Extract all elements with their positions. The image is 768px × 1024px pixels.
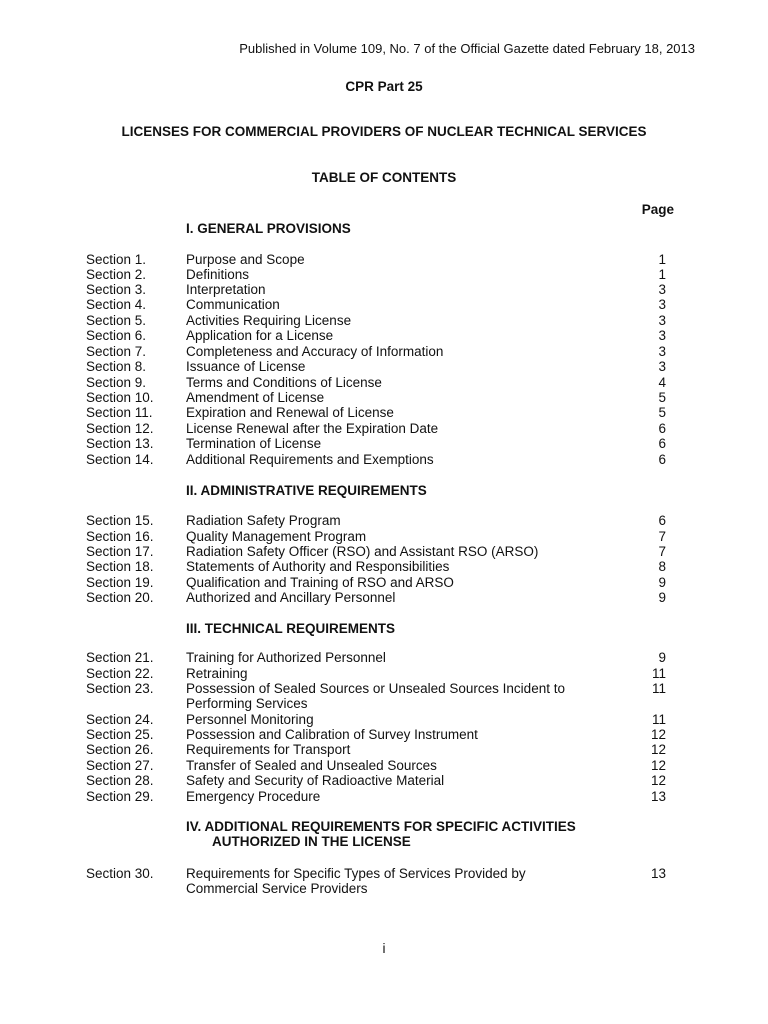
section-page: 12: [650, 773, 666, 788]
page-column-label: Page: [641, 202, 674, 217]
part-heading: II. ADMINISTRATIVE REQUIREMENTS: [186, 483, 427, 498]
toc-entry: [86, 666, 666, 682]
section-title: Terms and Conditions of License: [186, 375, 382, 390]
section-number: Section 19.: [86, 575, 154, 590]
section-page: 3: [658, 313, 666, 328]
toc-entry: [86, 267, 666, 283]
toc-entry: [86, 405, 666, 421]
toc-entry: [86, 742, 666, 758]
part-heading-line-2: AUTHORIZED IN THE LICENSE: [212, 834, 411, 850]
section-title: Activities Requiring License: [186, 313, 352, 328]
section-title: Possession of Sealed Sources or Unsealed Sources Incident to Performing Services: [186, 681, 565, 712]
section-number: Section 20.: [86, 590, 154, 605]
section-title: License Renewal after the Expiration Date: [186, 421, 439, 436]
section-title: Safety and Security of Radioactive Material: [186, 773, 445, 788]
section-page: 3: [658, 297, 666, 312]
section-page: 6: [658, 513, 666, 528]
part-heading: III. TECHNICAL REQUIREMENTS: [186, 621, 396, 636]
toc-entry: [86, 789, 666, 805]
section-title: Requirements for Specific Types of Services Provided by Commercial Service Providers: [186, 866, 526, 897]
toc-entry: [86, 590, 666, 606]
toc-entry: [86, 452, 666, 468]
section-title: Emergency Procedure: [186, 789, 321, 804]
section-page: 3: [658, 282, 666, 297]
toc-entry: [86, 866, 666, 898]
section-number: Section 15.: [86, 513, 154, 528]
section-number: Section 7.: [86, 344, 147, 359]
section-page: 11: [651, 712, 666, 727]
section-number: Section 12.: [86, 421, 154, 436]
part-label: CPR Part 25: [345, 79, 423, 94]
toc-entry: [86, 344, 666, 360]
toc-entry: [86, 297, 666, 313]
toc-entry: [86, 758, 666, 774]
section-page: 11: [651, 666, 666, 681]
section-page: 6: [658, 421, 666, 436]
section-page: 9: [658, 650, 666, 665]
section-page: 8: [658, 559, 666, 574]
section-number: Section 22.: [86, 666, 154, 681]
part-heading: I. GENERAL PROVISIONS: [186, 221, 351, 236]
section-page: 13: [650, 866, 666, 881]
section-number: Section 26.: [86, 742, 154, 757]
section-number: Section 13.: [86, 436, 154, 451]
section-title: Authorized and Ancillary Personnel: [186, 590, 396, 605]
section-page: 13: [650, 789, 666, 804]
section-title: Personnel Monitoring: [186, 712, 314, 727]
toc-entry: [86, 513, 666, 529]
section-title: Possession and Calibration of Survey Instrument: [186, 727, 478, 742]
document-title: LICENSES FOR COMMERCIAL PROVIDERS OF NUCLEAR TECHNICAL SERVICES: [121, 124, 647, 139]
section-title: Additional Requirements and Exemptions: [186, 452, 434, 467]
toc-entry: [86, 712, 666, 728]
toc-entry: [86, 313, 666, 329]
section-title: Issuance of License: [186, 359, 306, 374]
part-heading: [186, 819, 576, 850]
section-number: Section 8.: [86, 359, 147, 374]
section-number: Section 27.: [86, 758, 154, 773]
toc-entry: [86, 436, 666, 452]
section-title: Interpretation: [186, 282, 266, 297]
section-title: Purpose and Scope: [186, 252, 305, 267]
section-page: 9: [658, 575, 666, 590]
toc-entry: [86, 421, 666, 437]
toc-entry: [86, 282, 666, 298]
section-title: Transfer of Sealed and Unsealed Sources: [186, 758, 437, 773]
section-number: Section 30.: [86, 866, 154, 881]
section-number: Section 29.: [86, 789, 154, 804]
toc-entry: [86, 559, 666, 575]
section-page: 9: [658, 590, 666, 605]
section-page: 3: [658, 344, 666, 359]
section-page: 7: [658, 529, 666, 544]
part-heading-line-1: IV. ADDITIONAL REQUIREMENTS FOR SPECIFIC ACTIVITIES: [186, 819, 576, 834]
section-page: 3: [658, 328, 666, 343]
section-page: 12: [650, 758, 666, 773]
toc-entry: [86, 773, 666, 789]
section-number: Section 18.: [86, 559, 154, 574]
toc-entry: [86, 390, 666, 406]
section-page: 4: [658, 375, 666, 390]
section-number: Section 2.: [86, 267, 147, 282]
section-number: Section 11.: [86, 405, 153, 420]
section-title: Qualification and Training of RSO and ARSO: [186, 575, 454, 590]
section-title: Quality Management Program: [186, 529, 367, 544]
section-number: Section 14.: [86, 452, 154, 467]
toc-entry: [86, 575, 666, 591]
section-number: Section 23.: [86, 681, 154, 696]
section-title: Radiation Safety Officer (RSO) and Assistant RSO (ARSO): [186, 544, 539, 559]
toc-entry: [86, 650, 666, 666]
section-title: Radiation Safety Program: [186, 513, 341, 528]
section-number: Section 21.: [86, 650, 154, 665]
section-page: 12: [650, 742, 666, 757]
section-title: Termination of License: [186, 436, 322, 451]
section-number: Section 17.: [86, 544, 154, 559]
section-title: Application for a License: [186, 328, 334, 343]
section-title: Communication: [186, 297, 280, 312]
section-title: Definitions: [186, 267, 250, 282]
section-page: 5: [658, 405, 666, 420]
toc-entry: [86, 529, 666, 545]
section-page: 6: [658, 436, 666, 451]
section-page: 7: [658, 544, 666, 559]
section-title: Requirements for Transport: [186, 742, 351, 757]
section-page: 1: [658, 267, 666, 282]
section-number: Section 5.: [86, 313, 147, 328]
toc-entry: [86, 375, 666, 391]
section-number: Section 3.: [86, 282, 147, 297]
toc-entry: [86, 328, 666, 344]
section-number: Section 6.: [86, 328, 147, 343]
section-page: 3: [658, 359, 666, 374]
section-number: Section 25.: [86, 727, 154, 742]
section-title: Completeness and Accuracy of Information: [186, 344, 444, 359]
section-title: Amendment of License: [186, 390, 325, 405]
section-page: 1: [658, 252, 666, 267]
toc-entry: [86, 252, 666, 268]
section-page: 5: [658, 390, 666, 405]
section-number: Section 28.: [86, 773, 154, 788]
section-title: Statements of Authority and Responsibilities: [186, 559, 450, 574]
toc-entry: [86, 544, 666, 560]
section-number: Section 10.: [86, 390, 154, 405]
toc-entry: [86, 359, 666, 375]
page-number: i: [382, 941, 386, 956]
section-title: Expiration and Renewal of License: [186, 405, 394, 420]
publication-note: Published in Volume 109, No. 7 of the Official Gazette dated February 18, 2013: [239, 41, 695, 56]
toc-entry: [86, 727, 666, 743]
section-number: Section 24.: [86, 712, 154, 727]
section-page: 12: [650, 727, 666, 742]
section-number: Section 1.: [86, 252, 147, 267]
section-page: 11: [651, 681, 666, 696]
toc-heading: TABLE OF CONTENTS: [311, 170, 457, 185]
section-title: Training for Authorized Personnel: [186, 650, 386, 665]
section-number: Section 16.: [86, 529, 154, 544]
section-number: Section 9.: [86, 375, 147, 390]
section-page: 6: [658, 452, 666, 467]
section-title: Retraining: [186, 666, 248, 681]
toc-entry: [86, 681, 666, 713]
section-number: Section 4.: [86, 297, 147, 312]
